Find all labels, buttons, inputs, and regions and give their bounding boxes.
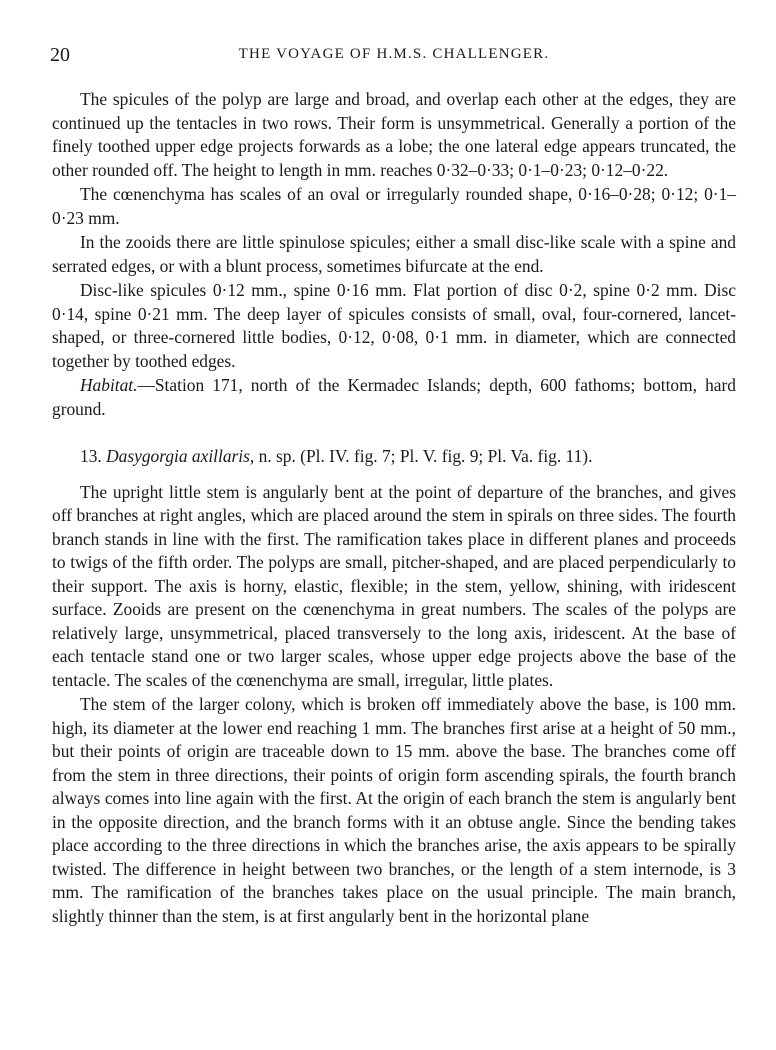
paragraph-description: The upright little stem is angularly bent at the point of departure of the branches, and gives off branches at right angles, which are placed around the stem in spirals on three sides. The fourth branch stands in line with the first. The ramification takes place in different planes and proceeds to twigs of the fifth order. The polyps are small, pitcher-shaped, and are placed perpendicularly to their support. The axis is horny, elastic, flexible; in the stem, yellow, shining, with iridescent surface. Zooids are present on the cœnenchyma in great numbers. The scales of the polyps are relatively large, unsymmetrical, placed transversely to the long axis, iridescent. At the base of each tentacle stand one or two larger scales, whose upper edge projects above the base of the tentacle. The scales of the cœnenchyma are small, irregular, little plates. xyxy=(52,481,736,690)
species-heading xyxy=(52,445,736,469)
habitat-label: Habitat. xyxy=(80,375,138,395)
paragraph-habitat xyxy=(52,374,736,421)
habitat-text: —Station 171, north of the Kermadec Islands; depth, 600 fathoms; bottom, hard ground. xyxy=(52,375,736,419)
species-number: 13. xyxy=(80,446,102,466)
paragraph-polyp-spicules: The spicules of the polyp are large and broad, and overlap each other at the edges, they are continued up the tentacles in two rows. Their form is unsymmetrical. Generally a portion of the finely toothed upper edge projects forwards as a lobe; the one lateral edge appears truncated, the other rounded off. The height to length in mm. reaches 0·32–0·33; 0·1–0·23; 0·12–0·22. xyxy=(52,89,736,180)
species-name: Dasygorgia axillaris xyxy=(106,446,250,466)
paragraph-zooids: In the zooids there are little spinulose spicules; either a small disc-like scale with a spine and serrated edges, or with a blunt process, sometimes bifurcate at the end. xyxy=(52,232,736,276)
paragraph-disc-spicules: Disc-like spicules 0·12 mm., spine 0·16 mm. Flat portion of disc 0·2, spine 0·2 mm. Disc 0·14, spine 0·21 mm. The deep layer of spicules consists of small, oval, four-cornered, lancet-shaped, or three-cornered little bodies, 0·12, 0·08, 0·1 mm. in diameter, which are connected together by toothed edges. xyxy=(52,280,736,371)
paragraph-coenenchyma: The cœnenchyma has scales of an oval or irregularly rounded shape, 0·16–0·28; 0·12; 0·1–0·23 mm. xyxy=(52,184,736,228)
page-header xyxy=(50,44,738,70)
paragraph-stem: The stem of the larger colony, which is broken off immediately above the base, is 100 mm. high, its diameter at the lower end reaching 1 mm. The branches first arise at a height of 50 mm., but their points of origin are traceable down to 15 mm. above the base. The branches come off from the stem in three directions, their points of origin form ascending spirals, the fourth branch always comes into line again with the first. At the origin of each branch the stem is angularly bent in the opposite direction, and the branch forms with it an obtuse angle. Since the bending takes place according to the three directions in which the branches arise, the axis appears to be spirally twisted. The difference in height between two branches, or the length of a stem internode, is 3 mm. The ramification of the branches takes place on the usual principle. The main branch, slightly thinner than the stem, is at first angularly bent in the horizontal plane xyxy=(52,694,736,926)
species-references: , n. sp. (Pl. IV. fig. 7; Pl. V. fig. 9; Pl. Va. fig. 11). xyxy=(249,446,593,466)
body-text xyxy=(52,88,736,928)
running-head: THE VOYAGE OF H.M.S. CHALLENGER. xyxy=(238,46,550,62)
page-number: 20 xyxy=(50,44,70,66)
